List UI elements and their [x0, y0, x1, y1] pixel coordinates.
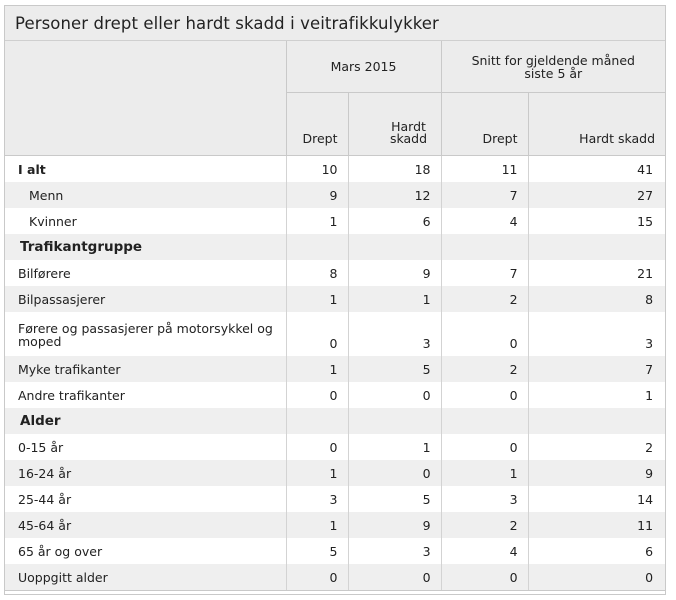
table-row: [5, 260, 665, 286]
value-cell: 8: [528, 286, 665, 312]
value-cell: 0: [286, 382, 348, 408]
row-label: Kvinner: [5, 208, 286, 234]
table-row: [5, 156, 665, 183]
value-cell: 14: [637, 491, 654, 507]
value-cell: [348, 234, 441, 260]
row-label: I alt: [5, 156, 286, 183]
value-cell: 1: [348, 286, 441, 312]
value-cell: 10: [286, 156, 348, 183]
table-row: [5, 208, 665, 234]
value-cell: 9: [286, 182, 348, 208]
value-cell: 9: [528, 460, 665, 486]
value-cell: 0: [441, 382, 528, 408]
row-label: Uoppgitt alder: [5, 564, 286, 591]
table-row: [5, 538, 665, 564]
value-cell: [528, 408, 665, 434]
value-cell: 0: [348, 564, 441, 591]
value-cell: 5: [286, 538, 348, 564]
row-label: 45-64 år: [5, 512, 286, 538]
value-cell: 1: [645, 387, 654, 403]
table-row: [5, 408, 665, 434]
value-cell: 4: [441, 538, 528, 564]
table-row: [5, 356, 665, 382]
value-cell: 27: [528, 182, 665, 208]
value-cell: 9: [348, 512, 441, 538]
value-cell: 6: [645, 543, 654, 559]
value-cell: 0: [441, 564, 528, 591]
value-cell: 1: [286, 356, 348, 382]
value-cell: 2: [645, 439, 654, 455]
value-cell: 18: [348, 156, 441, 183]
value-cell: 0: [348, 460, 441, 486]
value-cell: 21: [637, 265, 654, 281]
value-cell: 0: [286, 564, 348, 591]
row-label: Myke trafikanter: [5, 356, 286, 382]
value-cell: 7: [441, 182, 528, 208]
column-header-hardt-skadd-label: Hardt skadd: [389, 119, 428, 146]
value-cell: 1: [348, 434, 441, 460]
value-cell: 9: [348, 260, 441, 286]
value-cell: 0: [286, 434, 348, 460]
value-cell: 2: [441, 356, 528, 382]
row-label: Førere og passasjerer på motorsykkel og moped: [5, 312, 286, 356]
column-header-hardt-skadd: [348, 93, 441, 156]
row-label: Trafikantgruppe: [5, 234, 286, 260]
value-cell: 1: [286, 286, 348, 312]
value-cell: 3: [441, 486, 528, 512]
table-row: [5, 234, 665, 260]
row-label: 25-44 år: [5, 486, 286, 512]
value-cell: 4: [441, 208, 528, 234]
value-cell: 5: [348, 356, 441, 382]
row-label: 16-24 år: [5, 460, 286, 486]
column-header-drept-snitt: Drept: [441, 93, 528, 156]
value-cell: 1: [286, 208, 348, 234]
table-row: [5, 486, 665, 512]
value-cell: 0: [348, 382, 441, 408]
table-row: [5, 286, 665, 312]
value-cell: [286, 408, 348, 434]
value-cell: [348, 408, 441, 434]
value-cell: 3: [348, 538, 441, 564]
value-cell: 7: [528, 356, 665, 382]
table-row: [5, 460, 665, 486]
value-cell: [441, 408, 528, 434]
value-cell: [286, 234, 348, 260]
statistics-table: [5, 41, 665, 591]
row-label: 0-15 år: [5, 434, 286, 460]
row-label: Bilpassasjerer: [5, 286, 286, 312]
table-panel: [4, 5, 666, 595]
value-cell: 1: [286, 460, 348, 486]
table-row: [5, 312, 665, 356]
table-row: [5, 182, 665, 208]
value-cell: 11: [528, 512, 665, 538]
value-cell: [441, 234, 528, 260]
table-header: [5, 41, 665, 156]
value-cell: 6: [348, 208, 441, 234]
row-label: Menn: [5, 182, 286, 208]
value-cell: 0: [441, 312, 528, 356]
value-cell: [528, 234, 665, 260]
value-cell: 0: [528, 564, 665, 591]
column-group-snitt: Snitt for gjeldende måned siste 5 år: [441, 41, 665, 93]
value-cell: 5: [348, 486, 441, 512]
value-cell: 3: [645, 336, 654, 351]
row-label: Bilførere: [5, 260, 286, 286]
table-row: [5, 434, 665, 460]
column-header-drept: Drept: [286, 93, 348, 156]
table-title: Personer drept eller hardt skadd i veitrafikkulykker: [15, 13, 439, 33]
value-cell: 15: [637, 213, 654, 229]
row-label: 65 år og over: [5, 538, 286, 564]
table-body: [5, 156, 665, 591]
corner-cell: [5, 41, 286, 156]
column-group-mars-2015: Mars 2015: [286, 41, 441, 93]
value-cell: 2: [441, 512, 528, 538]
table-row: [5, 512, 665, 538]
value-cell: 1: [441, 460, 528, 486]
title-bar: [5, 6, 665, 41]
value-cell: 41: [637, 161, 654, 177]
column-header-hardt-skadd-snitt: Hardt skadd: [528, 93, 665, 156]
value-cell: 0: [441, 434, 528, 460]
value-cell: 3: [348, 312, 441, 356]
value-cell: 2: [441, 286, 528, 312]
value-cell: 0: [286, 312, 348, 356]
row-label: Alder: [5, 408, 286, 434]
value-cell: 7: [441, 260, 528, 286]
value-cell: 1: [286, 512, 348, 538]
table-row: [5, 564, 665, 591]
table-row: [5, 382, 665, 408]
value-cell: 11: [441, 156, 528, 183]
value-cell: 8: [286, 260, 348, 286]
value-cell: 3: [286, 486, 348, 512]
row-label: Andre trafikanter: [5, 382, 286, 408]
value-cell: 12: [348, 182, 441, 208]
